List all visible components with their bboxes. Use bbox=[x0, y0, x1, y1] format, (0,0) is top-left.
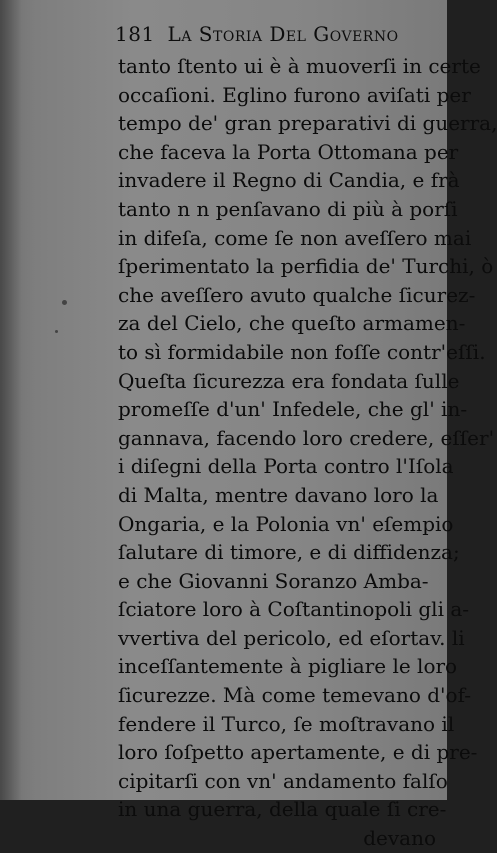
text-line: ſperimentato la perfidia de' Turchi, ò bbox=[118, 254, 494, 279]
text-line: cipitarſi con vn' andamento falſo bbox=[118, 768, 448, 793]
text-line: vvertiva del pericolo, ed eſortav. li bbox=[118, 625, 465, 650]
text-line: che aveſſero avuto qualche ſicurez- bbox=[118, 282, 476, 307]
text-line: Queſta ſicurezza era fondata ſulle bbox=[118, 368, 460, 393]
text-line: che faceva la Porta Ottomana per bbox=[118, 139, 459, 164]
text-line: promeſſe d'un' Infedele, che gl' in- bbox=[118, 397, 468, 422]
running-header bbox=[115, 22, 435, 46]
text-line: gannava, facendo loro credere, eſſer' bbox=[118, 425, 495, 450]
running-title: La Storia Del Governo bbox=[167, 22, 399, 46]
gutter-shadow bbox=[0, 0, 22, 800]
ink-spot bbox=[55, 330, 58, 333]
text-line: loro ſoſpetto apertamente, e di pre- bbox=[118, 740, 478, 765]
text-line: tanto n n penſavano di più à porſi bbox=[118, 196, 458, 221]
text-line: inceſſantemente à pigliare le loro bbox=[118, 654, 458, 679]
text-line: occaſioni. Eglino furono aviſati per bbox=[118, 82, 471, 107]
text-line: tanto ſtento ui è à muoverſi in certe bbox=[118, 54, 481, 78]
page-number: 181 bbox=[115, 22, 155, 46]
catchword: devano bbox=[363, 826, 436, 851]
text-line: tempo de' gran preparativi di guerra, bbox=[118, 111, 497, 136]
text-line: ſalutare di timore, e di diffidenza; bbox=[118, 540, 460, 565]
ink-spot bbox=[62, 300, 67, 305]
text-line: di Malta, mentre davano loro la bbox=[118, 482, 439, 507]
text-line: in difeſa, come ſe non aveſſero mai bbox=[118, 225, 472, 250]
text-line: fendere il Turco, ſe moſtravano il bbox=[118, 711, 455, 736]
text-line: za del Cielo, che queſto armamen- bbox=[118, 311, 466, 336]
text-line: ſciatore loro à Coſtantinopoli gli a- bbox=[118, 597, 470, 622]
text-line: Ongaria, e la Polonia vn' eſempio bbox=[118, 511, 454, 536]
body-text bbox=[118, 52, 497, 853]
text-line: i diſegni della Porta contro l'Iſola bbox=[118, 454, 454, 479]
text-line: ſicurezze. Mà come temevano d'of- bbox=[118, 683, 472, 708]
text-line: to sì formidabile non foſſe contr'eſſi. bbox=[118, 339, 486, 364]
text-line: invadere il Regno di Candia, e frà bbox=[118, 168, 460, 193]
text-line: e che Giovanni Soranzo Amba- bbox=[118, 568, 429, 593]
text-line: in una guerra, della quale ſi cre- bbox=[118, 797, 447, 822]
